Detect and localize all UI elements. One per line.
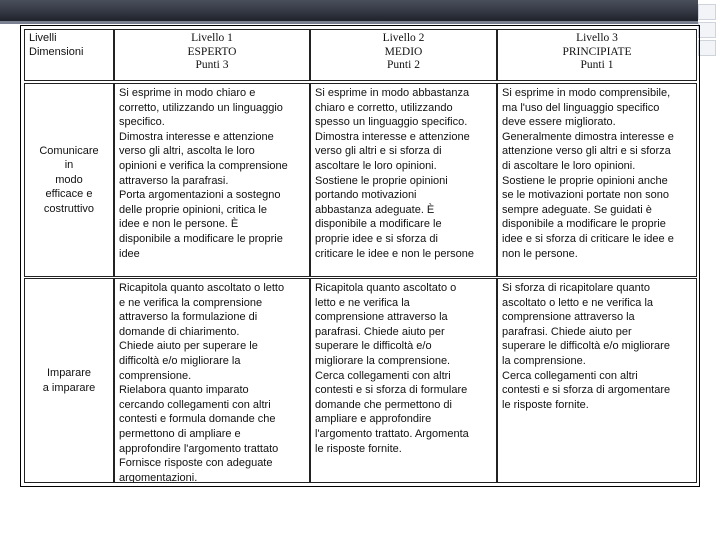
slide-corner-decoration xyxy=(698,0,720,60)
slide-top-bar xyxy=(0,0,698,21)
header-level-2: Livello 2 MEDIO Punti 2 xyxy=(310,29,497,81)
descriptor-cell-r2-l2: Ricapitola quanto ascoltato o letto e ne verifica la comprensione attraverso la parafrasi. Chiede aiuto per superare le difficoltà e/o migliorare la comprensione. Cerca collegamenti con altri contesti e si sforza di formulare domande che permettono di ampliare e approfondire l'argomento trattato. Argomenta le risposte fornite. xyxy=(310,278,497,483)
decorative-square-icon xyxy=(698,4,716,20)
dimension-cell-imparare xyxy=(24,278,114,483)
dimension-label: Imparare a imparare xyxy=(42,366,96,394)
descriptor-cell-r2-l3: Si sforza di ricapitolare quanto ascoltato o letto e ne verifica la comprensione attraverso la parafrasi. Chiede aiuto per superare le difficoltà e/o migliorare la comprensione. Cerca collegamenti con altri contesti e si sforza di argomentare le risposte fornite. xyxy=(497,278,697,483)
descriptor-cell-r1-l3: Si esprime in modo comprensibile, ma l'uso del linguaggio specifico deve essere migliorato. Generalmente dimostra interesse e attenzione verso gli altri e si sforza di ascoltare le loro opinioni. Sostiene le proprie opinioni anche se le motivazioni portate non sono sempre adeguate. Se guidati è disponibile a modificare le proprie idee e si sforza di criticare le idee e non le persone. xyxy=(497,83,697,277)
descriptor-cell-r1-l2: Si esprime in modo abbastanza chiaro e corretto, utilizzando spesso un linguaggio specifico. Dimostra interesse e attenzione verso gli altri e si sforza di ascoltare le loro opinioni. Sostiene le proprie opinioni portando motivazioni abbastanza adeguate. È disponibile a modificare le proprie idee e si sforza di criticare le idee e non le persone xyxy=(310,83,497,277)
rubric-table xyxy=(20,25,700,487)
header-corner-cell: Livelli Dimensioni xyxy=(24,29,114,81)
descriptor-cell-r2-l1: Ricapitola quanto ascoltato o letto e ne verifica la comprensione attraverso la formulazione di domande di chiarimento. Chiede aiuto per superare le difficoltà e/o migliorare la comprensione. Rielabora quanto imparato cercando collegamenti con altri contesti e formula domande che permettono di ampliare e approfondire l'argomento trattato Fornisce risposte con adeguate argomentazioni. xyxy=(114,278,310,483)
header-level-1: Livello 1 ESPERTO Punti 3 xyxy=(114,29,310,81)
slide-top-rule xyxy=(0,21,698,24)
dimension-label: Comunicare in modo efficace e costruttivo xyxy=(39,144,99,215)
descriptor-cell-r1-l1: Si esprime in modo chiaro e corretto, utilizzando un linguaggio specifico. Dimostra interesse e attenzione verso gli altri, ascolta le loro opinioni e verifica la comprensione attraverso la parafrasi. Porta argomentazioni a sostegno delle proprie opinioni, critica le idee e non le persone. È disponibile a modificare le proprie idee xyxy=(114,83,310,277)
decorative-square-icon xyxy=(698,40,716,56)
dimension-cell-comunicare xyxy=(24,83,114,277)
header-level-3: Livello 3 PRINCIPIATE Punti 1 xyxy=(497,29,697,81)
decorative-square-icon xyxy=(698,22,716,38)
